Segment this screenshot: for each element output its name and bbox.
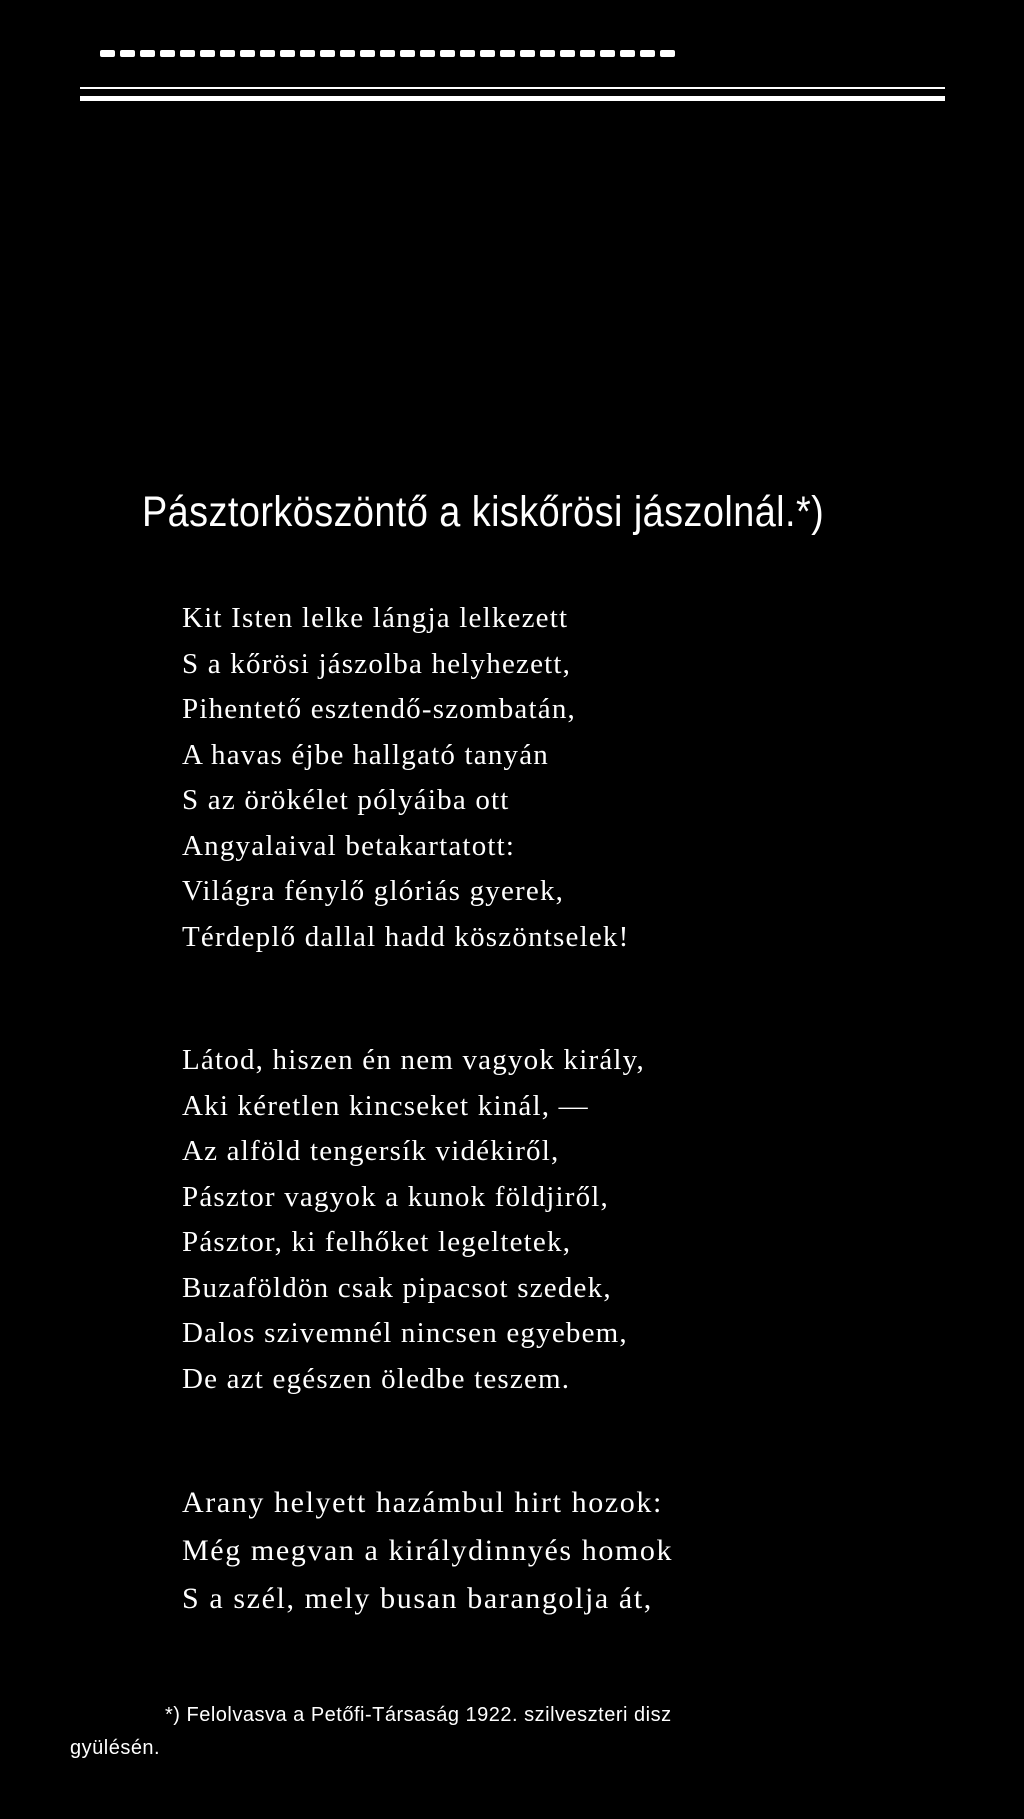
footnote — [70, 1699, 950, 1765]
ornament-dash — [560, 50, 575, 57]
header-ornament — [100, 47, 685, 59]
ornament-dash — [320, 50, 335, 57]
verse-line: Az alföld tengersík vidékiről, — [182, 1135, 560, 1167]
verse-line: Aki kéretlen kincseket kinál, — — [182, 1089, 589, 1122]
ornament-dash — [300, 50, 315, 57]
verse-line: Pihentető esztendő-szombatán, — [182, 693, 576, 725]
verse-line: Látod, hiszen én nem vagyok király, — [182, 1044, 645, 1076]
ornament-dash — [420, 50, 435, 57]
verse-line: Még megvan a királydinnyés homok — [182, 1534, 674, 1567]
stanza-1 — [182, 596, 629, 960]
verse-line: Pásztor vagyok a kunok földjiről, — [182, 1180, 610, 1213]
verse-line: Arany helyett hazámbul hirt hozok: — [182, 1486, 663, 1519]
poem-title: Pásztorköszöntő a kiskőrösi jászolnál.*) — [142, 488, 825, 536]
ornament-dash — [440, 50, 455, 57]
header-rule-thick — [80, 96, 945, 101]
footnote-line-1: *) Felolvasva a Petőfi-Társaság 1922. szilveszteri disz — [165, 1704, 672, 1726]
verse-line: De azt egészen öledbe teszem. — [182, 1362, 571, 1395]
ornament-dash — [540, 50, 555, 57]
footnote-line-2: gyülésén. — [70, 1737, 161, 1759]
ornament-dash — [280, 50, 295, 57]
ornament-dash — [580, 50, 595, 57]
ornament-dash — [480, 50, 495, 57]
verse-line: Pásztor, ki felhőket legeltetek, — [182, 1226, 572, 1258]
ornament-dash — [340, 50, 355, 57]
ornament-dash — [640, 50, 655, 57]
ornament-dash — [360, 50, 375, 57]
ornament-dash — [380, 50, 395, 57]
ornament-dash — [120, 50, 135, 57]
ornament-dash — [200, 50, 215, 57]
verse-line: Dalos szivemnél nincsen egyebem, — [182, 1317, 628, 1349]
verse-line: Térdeplő dallal hadd köszöntselek! — [182, 920, 630, 953]
header-rule-thin — [80, 87, 945, 89]
verse-line: S a szél, mely busan barangolja át, — [182, 1582, 653, 1615]
stanza-3 — [182, 1479, 673, 1623]
ornament-dash — [140, 50, 155, 57]
ornament-dash — [240, 50, 255, 57]
verse-line: Buzaföldön csak pipacsot szedek, — [182, 1271, 612, 1304]
ornament-dash — [660, 50, 675, 57]
verse-line: Angyalaival betakartatott: — [182, 829, 516, 862]
ornament-dash — [260, 50, 275, 57]
ornament-dash — [520, 50, 535, 57]
ornament-dash — [620, 50, 635, 57]
ornament-dash — [180, 50, 195, 57]
ornament-dash — [500, 50, 515, 57]
ornament-dash — [400, 50, 415, 57]
ornament-dash — [460, 50, 475, 57]
ornament-dash — [600, 50, 615, 57]
verse-line: S az örökélet pólyáiba ott — [182, 784, 510, 816]
verse-line: Kit Isten lelke lángja lelkezett — [182, 602, 569, 634]
verse-line: A havas éjbe hallgató tanyán — [182, 738, 549, 771]
ornament-dash — [220, 50, 235, 57]
ornament-dash — [160, 50, 175, 57]
verse-line: S a kőrösi jászolba helyhezett, — [182, 647, 572, 680]
verse-line: Világra fénylő glóriás gyerek, — [182, 875, 565, 907]
ornament-dash — [100, 50, 115, 57]
stanza-2 — [182, 1038, 645, 1402]
